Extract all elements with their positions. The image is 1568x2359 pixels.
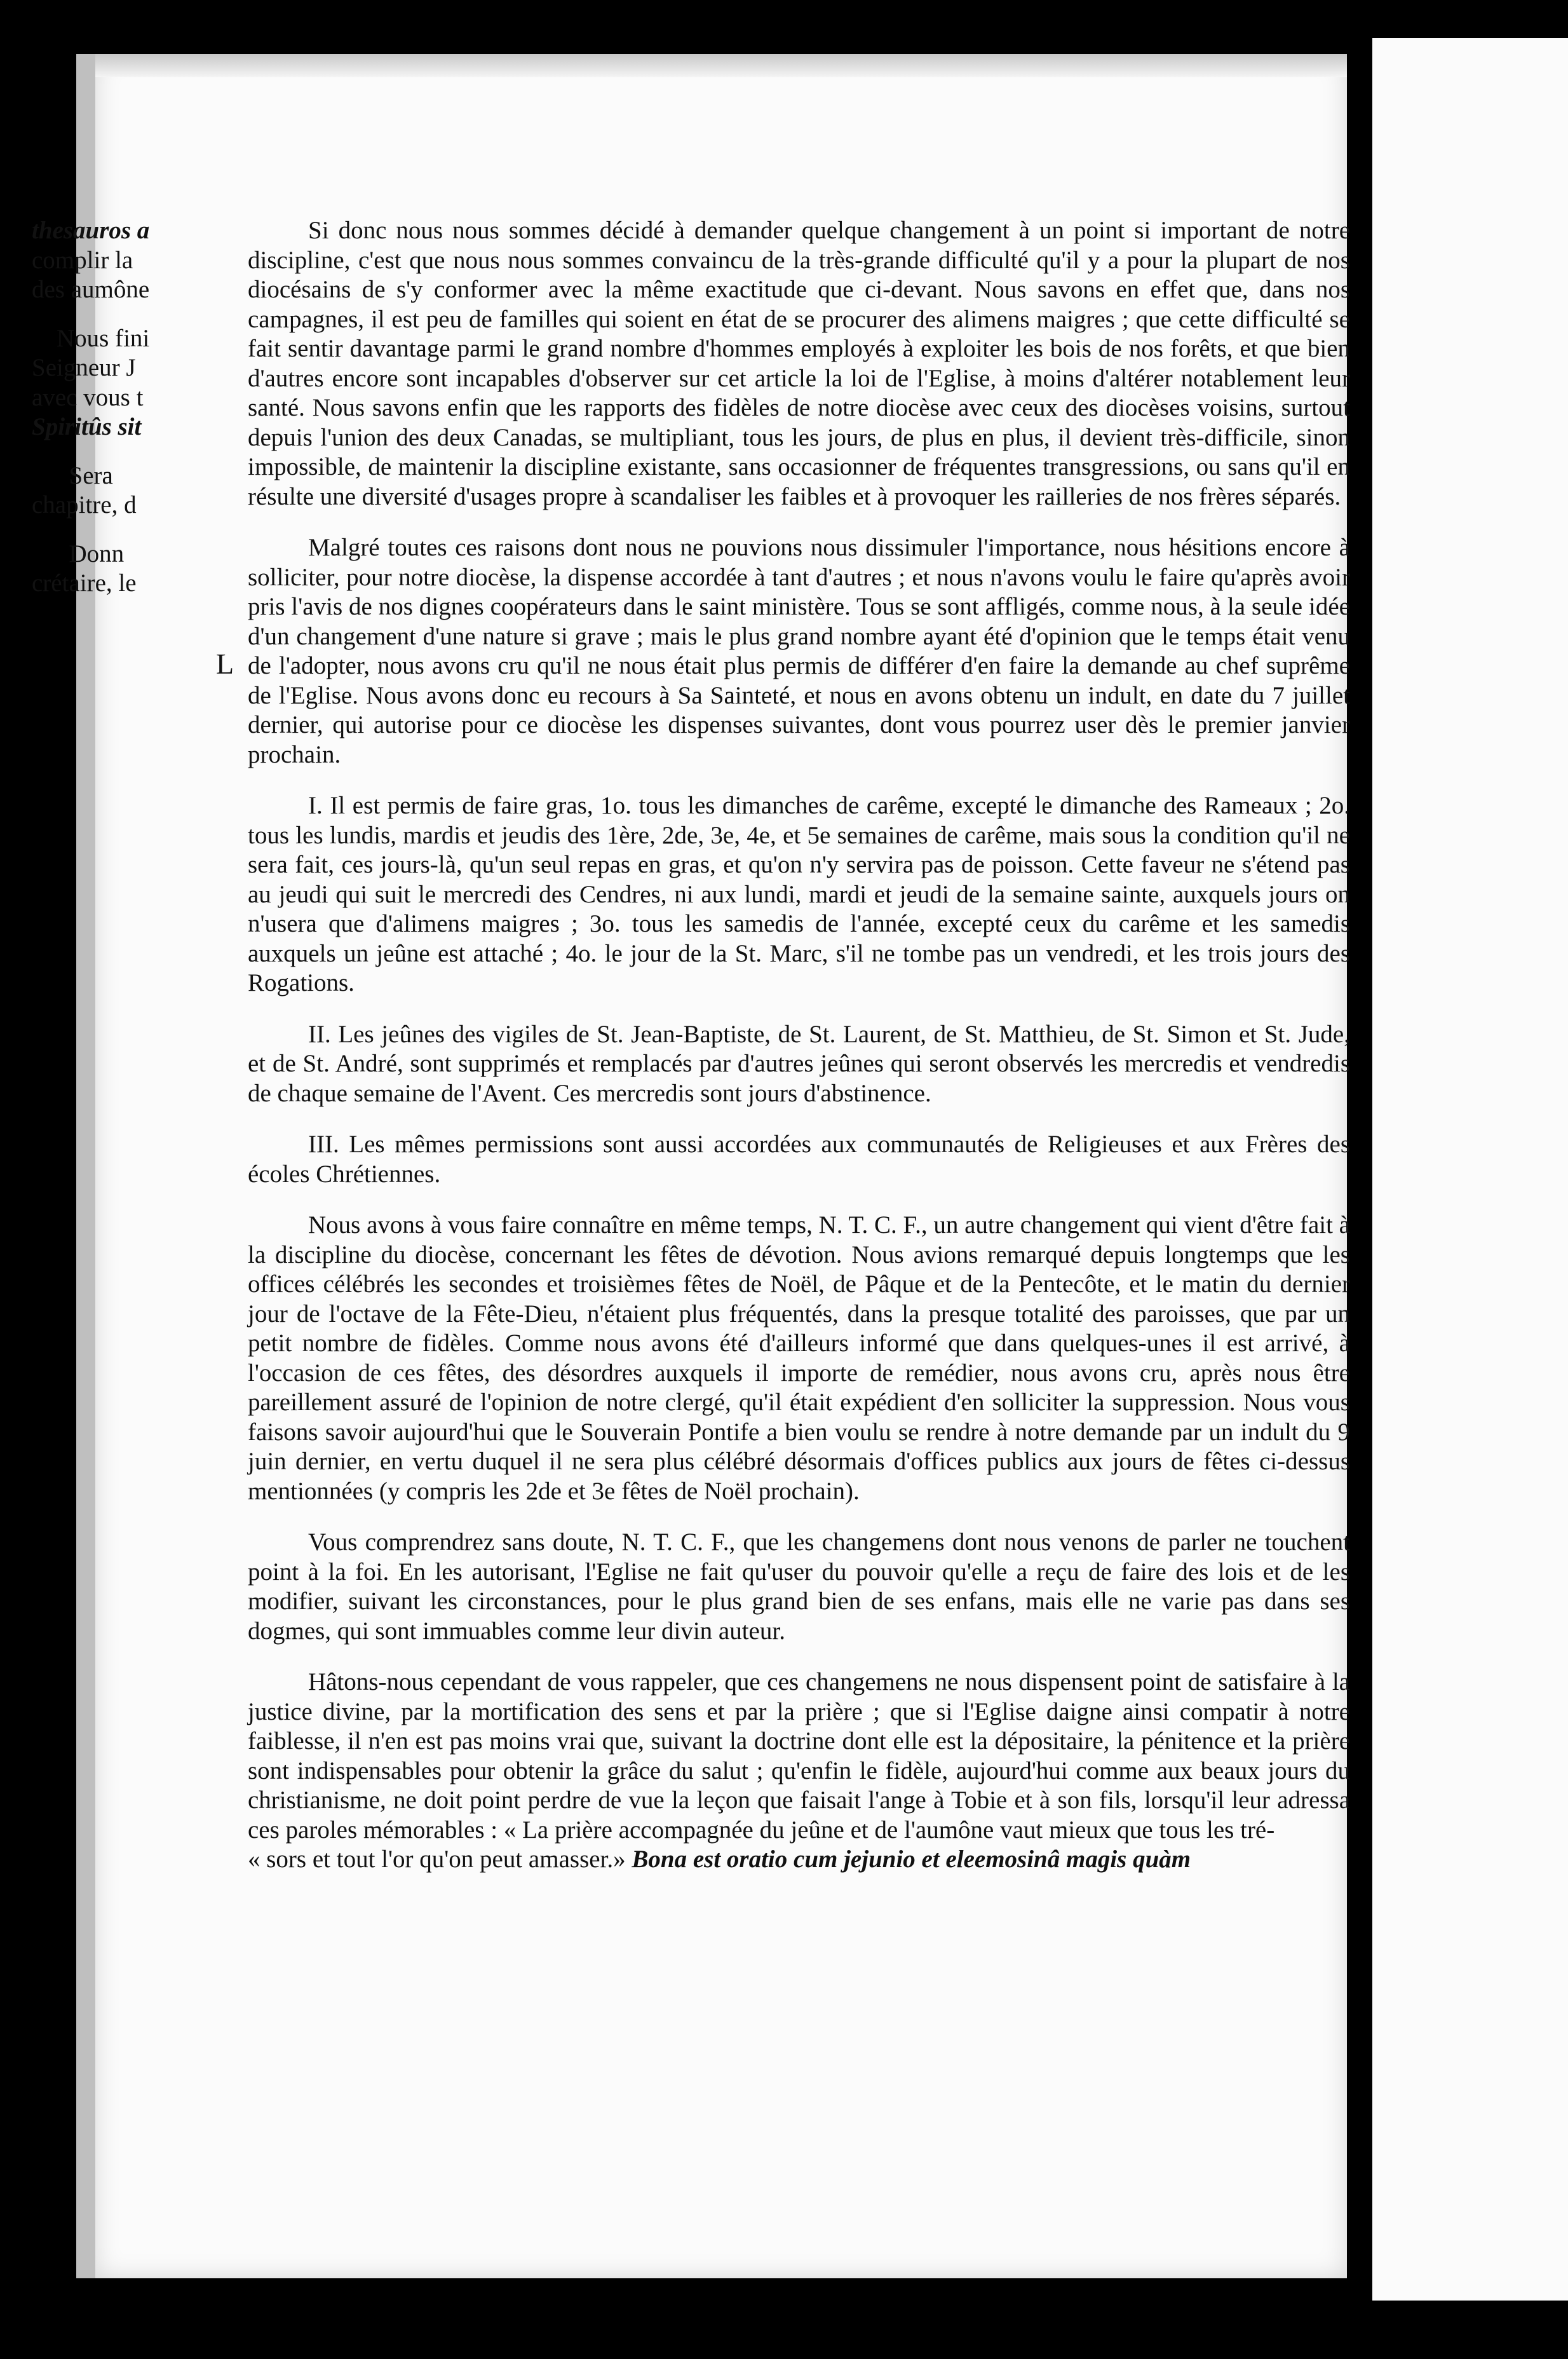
right-page-letter: L xyxy=(216,647,234,680)
right-page-line: Sera xyxy=(32,461,119,489)
quote-final-line xyxy=(248,1845,1350,1875)
paragraph-4: II. Les jeûnes des vigiles de St. Jean-Baptiste, de St. Laurent, de St. Matthieu, de St. Simon et St. Jude, et de St. André, sont supprimés et remplacés par d'autres jeûnes qui seront observés les mercredis et vendredis de chaque semaine de l'Avent. Ces mercredis sont jours d'abstinence. xyxy=(248,1020,1350,1107)
paragraph-6: Nous avons à vous faire connaître en même temps, N. T. C. F., un autre changement qui vient d'être fait à la discipline du diocèse, concernant les fêtes de dévotion. Nous avions remarqué depuis longtemps que les offices célébrés les secondes et troisièmes fêtes de Noël, de Pâque et de la Pentecôte, et le matin du dernier jour de l'octave de la Fête-Dieu, n'étaient plus fréquentés, dans la presque totalité des paroisses, que par un petit nombre de fidèles. Comme nous avons été d'ailleurs informé que dans quelques-unes il est arrivé, à l'occasion de ces fêtes, des désordres auxquels il importe de remédier, nous avons cru, après nous être pareillement assuré de l'opinion de notre clergé, qu'il était expédient d'en solliciter la suppression. Nous vous faisons savoir aujourd'hui que le Souverain Pontife a bien voulu se rendre à notre demande par un indult du 9 juin dernier, en vertu duquel il ne sera plus célébré désormais d'offices publics aux jours de fêtes ci-dessus mentionnées (y compris les 2de et 3e fêtes de Noël prochain). xyxy=(248,1211,1350,1505)
right-page-line: Seigneur J xyxy=(32,354,136,381)
right-page-gap xyxy=(32,520,286,540)
right-page xyxy=(1372,38,1568,2301)
latin-quote: Bona est oratio cum jejunio et eleemosinâ magis quàm xyxy=(632,1846,1191,1873)
right-page-gap xyxy=(32,442,286,461)
right-page-line: thesauros a xyxy=(32,217,150,244)
right-page-line: des aumône xyxy=(32,276,150,303)
right-page-gap xyxy=(32,305,286,324)
right-page-text xyxy=(32,216,286,679)
paragraph-5: III. Les mêmes permissions sont aussi accordées aux communautés de Religieuses et aux Frères des écoles Chrétiennes. xyxy=(248,1131,1350,1188)
right-page-line: crétaire, le xyxy=(32,569,137,597)
paragraph-8: Hâtons-nous cependant de vous rappeler, que ces changemens ne nous dispensent point de satisfaire à la justice divine, par la mortification des sens et par la prière ; que si l'Eglise daigne ainsi compatir à notre faiblesse, il n'en est pas moins vrai que, suivant la doctrine dont elle est la dépositaire, la pénitence et la prière sont indispensables pour obtenir la grâce du salut ; qu'enfin le fidèle, aujourd'hui comme aux beaux jours du christianisme, ne doit point perdre de vue la leçon que faisait l'ange à Tobie et à son fils, lorsqu'il leur adressa ces paroles mémorables : « La prière accompagnée du jeûne et de l'aumône vaut mieux que tous les tré- xyxy=(248,1668,1350,1844)
right-page-line: complir la xyxy=(32,246,139,274)
quote-text: « sors et tout l'or qu'on peut amasser.» xyxy=(248,1846,626,1873)
paragraph-7: Vous comprendrez sans doute, N. T. C. F., que les changemens dont nous venons de parler ne touchent point à la foi. En les autorisant, l'Eglise ne fait qu'user du pouvoir qu'elle a reçu de faire des lois et de les modifier, suivant les circonstances, pour le plus grand bien de ses enfans, mais elle ne varie pas dans ses dogmes, qui sont immuables comme leur divin auteur. xyxy=(248,1528,1350,1645)
paragraph-3: I. Il est permis de faire gras, 1o. tous les dimanches de carême, excepté le dimanche des Rameaux ; 2o. tous les lundis, mardis et jeudis des 1ère, 2de, 3e, 4e, et 5e semaines de carême, mais sous la condition qu'il ne sera fait, ces jours-là, qu'un seul repas en gras, et qu'on n'y servira pas de poisson. Cette faveur ne s'étend pas au jeudi qui suit le mercredi des Cendres, ni aux lundi, mardi et jeudi de la semaine sainte, auxquels jours on n'usera que d'alimens maigres ; 3o. tous les samedis de l'année, excepté ceux du carême et les samedis auxquels un jeûne est attaché ; 4o. le jour de la St. Marc, s'il ne tombe pas un vendredi, et les trois jours des Rogations. xyxy=(248,792,1350,996)
paragraph-2: Malgré toutes ces raisons dont nous ne pouvions nous dissimuler l'importance, nous hésitions encore à solliciter, pour notre diocèse, la dispense accordée à tant d'autres ; et nous n'avons voulu le faire qu'après avoir pris l'avis de nos dignes coopérateurs dans le saint ministère. Tous se sont affligés, comme nous, à la seule idée d'un changement d'une nature si grave ; mais le plus grand nombre ayant été d'opinion que le temps était venu de l'adopter, nous avons cru qu'il ne nous était plus permis de différer d'en faire la demande au chef suprême de l'Eglise. Nous avons donc eu recours à Sa Sainteté, et nous en avons obtenu un indult, en date du 7 juillet dernier, qui autorise pour ce diocèse les dispenses suivantes, dont vous pourrez user dès le premier janvier prochain. xyxy=(248,534,1350,768)
right-page-line: chapitre, d xyxy=(32,491,137,519)
right-page-line: Donn xyxy=(32,540,125,568)
paragraph-1: Si donc nous nous sommes décidé à demander quelque changement à un point si important de notre discipline, c'est que nous nous sommes convaincu de la très-grande difficulté qu'il y a pour la plupart de nos diocésains de s'y conformer avec la même exactitude que ci-devant. Nous savons en effet que, dans nos campagnes, il est peu de familles qui soient en état de se procurer des alimens maigres ; que cette difficulté se fait sentir davantage parmi le grand nombre d'hommes employés à exploiter les bois de nos forêts, et que bien d'autres encore sont incapables d'observer sur cet article la loi de l'Eglise, à moins d'altérer notablement leur santé. Nous savons enfin que les rapports des fidèles de notre diocèse avec ceux des diocèses voisins, surtout depuis l'union des deux Canadas, se multipliant, tous les jours, de plus en plus, il devient très-difficile, sinon impossible, de maintenir la discipline existante, sans occasionner de fréquentes transgressions, ou sans qu'il en résulte une diversité d'usages propre à scandaliser les faibles et à provoquer les railleries de nos frères séparés. xyxy=(248,217,1350,510)
right-page-line: avec vous t xyxy=(32,383,144,411)
right-page-line: Nous fini xyxy=(32,324,150,352)
left-page-text xyxy=(248,216,1350,1875)
right-page-line: Spiritûs sit xyxy=(32,413,142,440)
